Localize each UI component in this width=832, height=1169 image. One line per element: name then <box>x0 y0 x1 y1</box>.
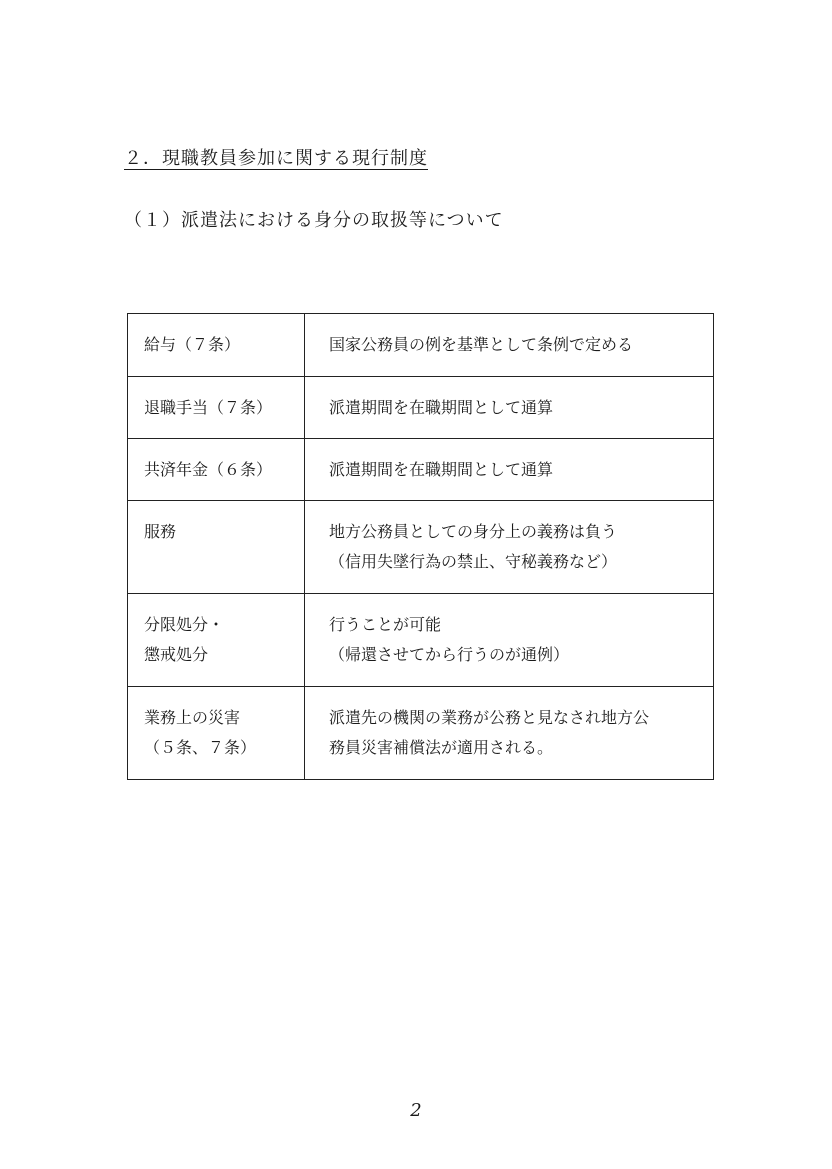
status-table <box>127 313 714 780</box>
row-label <box>128 594 305 687</box>
row-value <box>305 501 714 594</box>
row-label <box>128 501 305 594</box>
table-row <box>128 501 714 594</box>
table-row <box>128 439 714 501</box>
row-value-line: 派遣先の機関の業務が公務と見なされ地方公 <box>329 708 650 727</box>
row-value-line: （帰還させてから行うのが通例） <box>329 645 570 664</box>
row-label-line: 分限処分・ <box>144 615 225 634</box>
row-value <box>305 314 714 377</box>
row-label-line: 服務 <box>144 522 177 541</box>
row-value-line: 派遣期間を在職期間として通算 <box>329 398 554 417</box>
table-row <box>128 687 714 780</box>
row-label-line: 退職手当（７条） <box>144 398 273 417</box>
row-value <box>305 687 714 780</box>
row-label <box>128 687 305 780</box>
row-value <box>305 594 714 687</box>
row-label <box>128 377 305 439</box>
page-number: 2 <box>410 1100 422 1121</box>
row-value-line: 派遣期間を在職期間として通算 <box>329 460 554 479</box>
row-label-line: 共済年金（６条） <box>144 460 273 479</box>
row-value-line: （信用失墜行為の禁止、守秘義務など） <box>329 552 618 571</box>
row-label <box>128 439 305 501</box>
section-title: ２．現職教員参加に関する現行制度 <box>124 148 428 169</box>
row-label-line: （５条、７条） <box>144 738 257 757</box>
subsection-title: （１）派遣法における身分の取扱等について <box>124 210 504 231</box>
row-label <box>128 314 305 377</box>
table-row <box>128 377 714 439</box>
row-value-line: 国家公務員の例を基準として条例で定める <box>329 335 634 354</box>
table-row <box>128 594 714 687</box>
row-value-line: 行うことが可能 <box>329 615 442 634</box>
row-value <box>305 439 714 501</box>
row-label-line: 業務上の災害 <box>144 708 241 727</box>
table-row <box>128 314 714 377</box>
row-label-line: 給与（７条） <box>144 335 241 354</box>
row-value-line: 地方公務員としての身分上の義務は負う <box>329 522 618 541</box>
row-value-line: 務員災害補償法が適用される。 <box>329 738 554 757</box>
row-label-line: 懲戒処分 <box>144 645 209 664</box>
row-value <box>305 377 714 439</box>
